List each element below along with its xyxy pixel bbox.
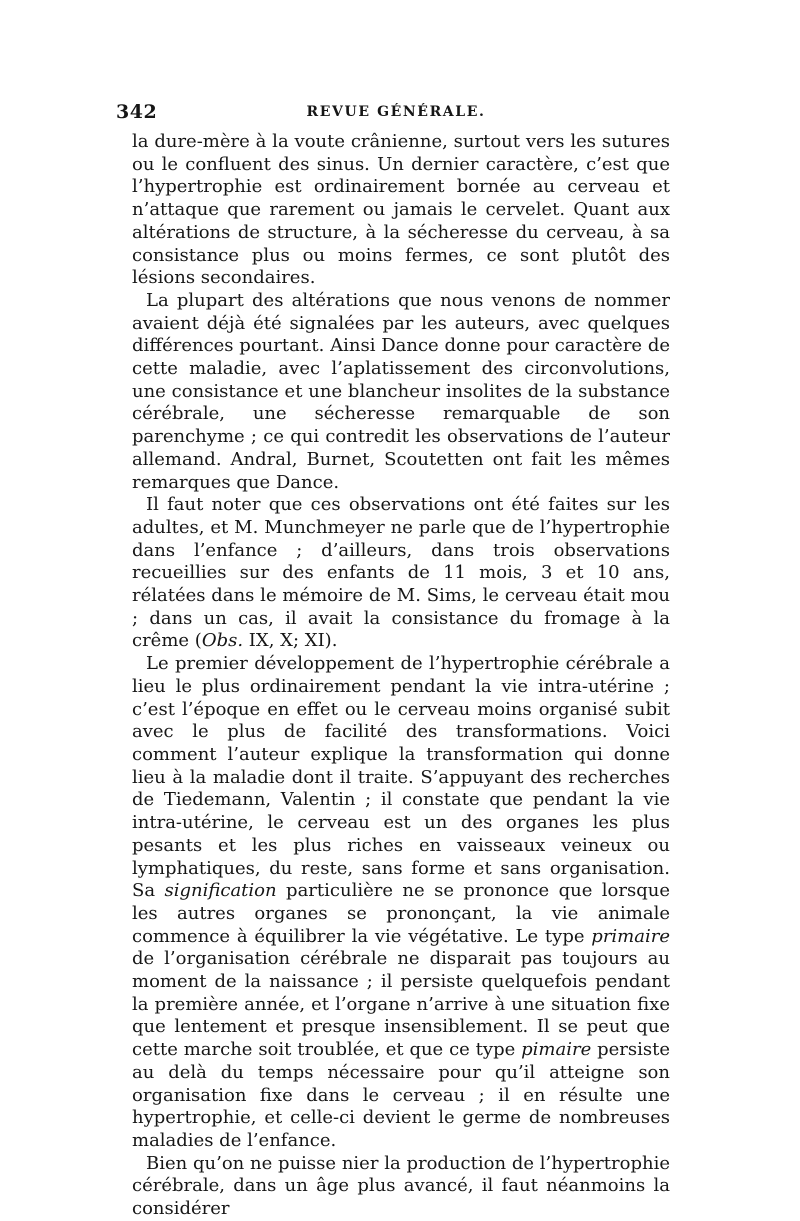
text-run: IX, X; XI). — [243, 630, 338, 652]
paragraph — [132, 653, 670, 1152]
text-run: La plupart des altérations que nous venons de nommer avaient déjà été signalées par les auteurs, avec quelques différences pourtant. Ainsi Dance donne pour caractère de cette maladie, avec l’aplatissement des circonvolutions, une consistance et une blancheur insolites de la substance cérébrale, une sécheresse remarquable de son parenchyme ; ce qui contredit les observations de l’auteur allemand. Andral, Burnet, Scoutetten ont fait les mêmes remarques que Dance. — [132, 289, 670, 493]
italic-text-run: Obs. — [201, 630, 244, 652]
italic-text-run: primaire — [591, 925, 670, 947]
text-run: Il faut noter que ces observations ont été faites sur les adultes, et M. Munchmeyer ne parle que de l’hypertrophie dans l’enfance ; d’ailleurs, dans trois observations recueillies sur des enfants de 11 mois, 3 et 10 ans, rélatées dans le mémoire de M. Sims, le cerveau était mou ; dans un cas, il avait la consistance du fromage à la crême ( — [132, 494, 670, 652]
page-number: 342 — [116, 101, 158, 123]
text-run: particulière ne se prononce que lorsque les autres organes se prononçant, la vie animale commence à équilibrer la vie végétative. Le type — [132, 880, 670, 947]
running-title: REVUE GÉNÉRALE. — [306, 104, 486, 120]
text-run: la dure-mère à la voute crânienne, surtout vers les sutures ou le confluent des sinus. Un dernier caractère, c’est que l’hypertrophie est ordinairement bornée au cerveau et n’attaque que rarement ou jamais le cervelet. Quant aux altérations de structure, à la sécheresse du cerveau, à sa consistance plus ou moins fermes, ce sont plutôt des lésions secondaires. — [132, 131, 670, 289]
paragraph — [132, 290, 670, 494]
text-run: de l’organisation cérébrale ne disparait pas toujours au moment de la naissance ; il persiste quelquefois pendant la première année, et l’organe n’arrive à une situation fixe que lentement et presque insensiblement. Il se peut que cette marche soit troublée, et que ce type — [132, 948, 670, 1061]
paragraph — [132, 494, 670, 653]
paragraph — [132, 131, 670, 290]
italic-text-run: signification — [164, 880, 277, 902]
body-text — [132, 131, 670, 1221]
paragraph — [132, 1153, 670, 1221]
text-run: Bien qu’on ne puisse nier la production de l’hypertrophie cérébrale, dans un âge plus avancé, il faut néanmoins la considérer — [132, 1152, 670, 1220]
text-run: persiste au delà du temps nécessaire pour qu’il atteigne son organisation fixe dans le cerveau ; il en résulte une hypertrophie, et celle-ci devient le germe de nombreuses maladies de l’enfance. — [132, 1039, 670, 1151]
text-run: Le premier développement de l’hypertrophie cérébrale a lieu le plus ordinairement pendant la vie intra-utérine ; c’est l’époque en effet ou le cerveau moins organisé subit avec le plus de facilité des transformations. Voici comment l’auteur explique la transformation qui donne lieu à la maladie dont il traite. S’appuyant des recherches de Tiedemann, Valentin ; il constate que pendant la vie intra-utérine, le cerveau est un des organes les plus pesants et les plus riches en vaisseaux veineux ou lymphatiques, du reste, sans forme et sans organisation. Sa — [132, 653, 670, 902]
page-header — [116, 101, 676, 125]
italic-text-run: pimaire — [521, 1039, 592, 1061]
